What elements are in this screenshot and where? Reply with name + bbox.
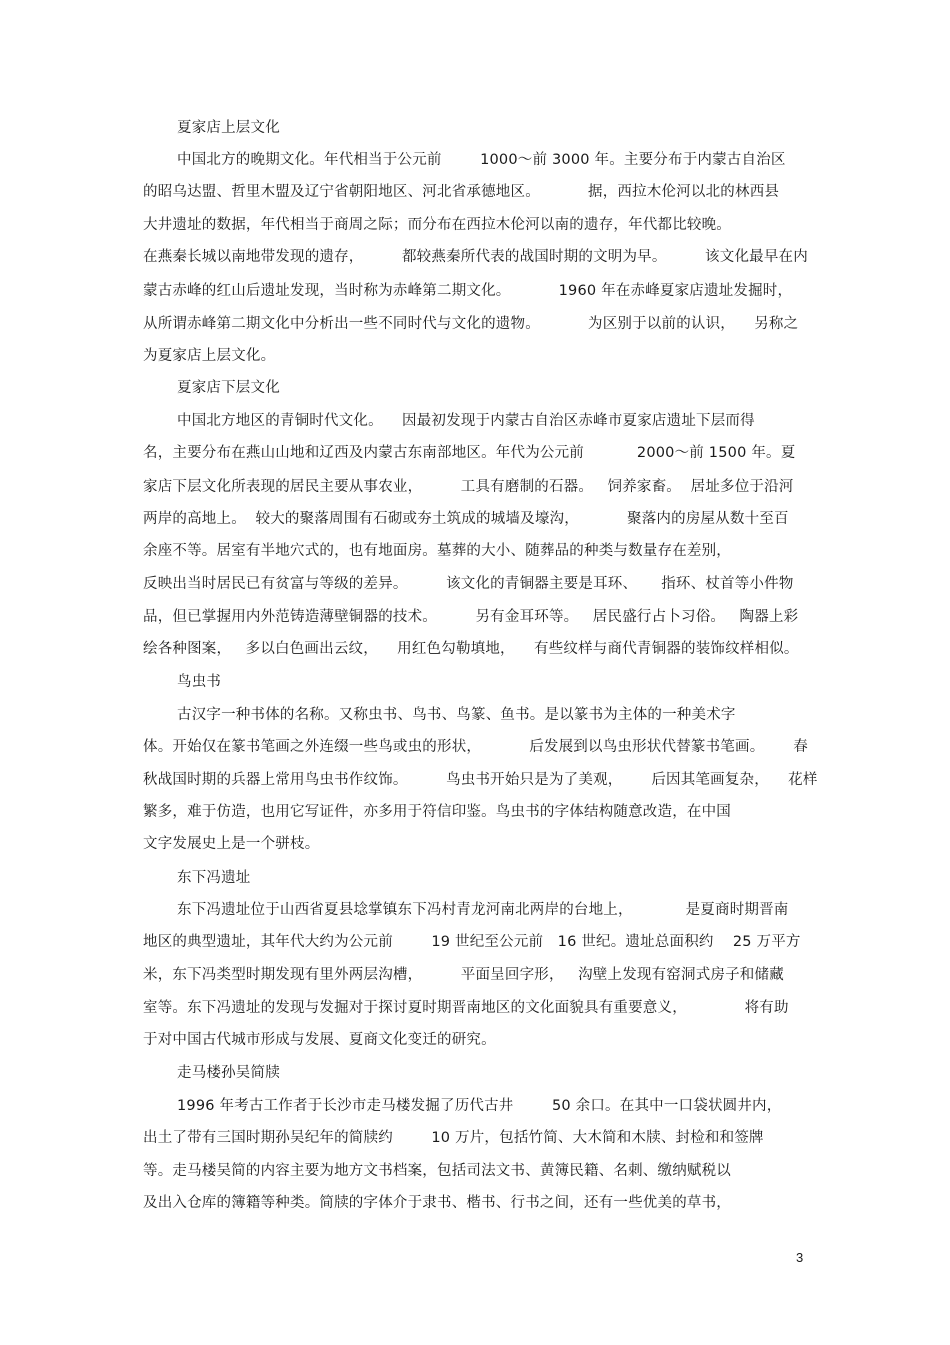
paragraph-line: 反映出当时居民已有贫富与等级的差异。 该文化的青铜器主要是耳环、 指环、杖首等小件物 xyxy=(143,576,794,592)
paragraph-line: 繁多，难于仿造，也用它写证件，亦多用于符信印鉴。鸟虫书的字体结构随意改造，在中国 xyxy=(143,804,731,820)
paragraph-line: 等。走马楼吴简的内容主要为地方文书档案，包括司法文书、黄簿民籍、名刺、缴纳赋税以 xyxy=(143,1163,731,1179)
section-heading: 东下冯遗址 xyxy=(177,870,251,886)
page-number: 3 xyxy=(796,1250,804,1265)
paragraph-line: 为夏家店上层文化。 xyxy=(143,348,276,364)
paragraph-line: 的昭乌达盟、哲里木盟及辽宁省朝阳地区、河北省承德地区。 据，西拉木伦河以北的林西县 xyxy=(143,184,780,200)
paragraph-line: 余座不等。居室有半地穴式的，也有地面房。墓葬的大小、随葬品的种类与数量存在差别， xyxy=(143,543,731,559)
paragraph-line: 中国北方的晚期文化。年代相当于公元前 1000～前 3000 年。主要分布于内蒙古自治区 xyxy=(177,152,786,168)
paragraph-line: 品，但已掌握用内外范铸造薄壁铜器的技术。 另有金耳环等。 居民盛行占卜习俗。 陶器上彩 xyxy=(143,609,799,625)
paragraph-line: 秋战国时期的兵器上常用鸟虫书作纹饰。 鸟虫书开始只是为了美观， 后因其笔画复杂， 花样 xyxy=(143,772,818,788)
paragraph-line: 名，主要分布在燕山山地和辽西及内蒙古东南部地区。年代为公元前 2000～前 1500 年。夏 xyxy=(143,445,796,461)
section-heading: 夏家店下层文化 xyxy=(177,380,280,396)
paragraph-line: 出土了带有三国时期孙吴纪年的简牍约 10 万片，包括竹简、大木简和木牍、封检和和签牌 xyxy=(143,1130,764,1146)
section-heading: 夏家店上层文化 xyxy=(177,120,280,136)
paragraph-line: 蒙古赤峰的红山后遗址发现，当时称为赤峰第二期文化。 1960 年在赤峰夏家店遗址发掘时， xyxy=(143,283,793,299)
paragraph-line: 两岸的高地上。 较大的聚落周围有石砌或夯土筑成的城墙及壕沟， 聚落内的房屋从数十至百 xyxy=(143,511,789,527)
paragraph-line: 地区的典型遗址，其年代大约为公元前 19 世纪至公元前 16 世纪。遗址总面积约 25 万平方 xyxy=(143,934,801,950)
paragraph-line: 于对中国古代城市形成与发展、夏商文化变迁的研究。 xyxy=(143,1032,496,1048)
paragraph-line: 东下冯遗址位于山西省夏县埝掌镇东下冯村青龙河南北两岸的台地上， 是夏商时期晋南 xyxy=(177,902,789,918)
paragraph-line: 在燕秦长城以南地带发现的遗存， 都较燕秦所代表的战国时期的文明为早。 该文化最早在内 xyxy=(143,249,808,265)
paragraph-line: 绘各种图案， 多以白色画出云纹， 用红色勾勒填地， 有些纹样与商代青铜器的装饰纹样相似。 xyxy=(143,641,799,657)
section-heading: 走马楼孙吴简牍 xyxy=(177,1065,280,1081)
paragraph-line: 体。开始仅在篆书笔画之外连缀一些鸟或虫的形状， 后发展到以鸟虫形状代替篆书笔画。 春 xyxy=(143,739,808,755)
paragraph-line: 中国北方地区的青铜时代文化。 因最初发现于内蒙古自治区赤峰市夏家店遗址下层而得 xyxy=(177,413,755,429)
paragraph-line: 大井遗址的数据，年代相当于商周之际；而分布在西拉木伦河以南的遗存，年代都比较晚。 xyxy=(143,217,731,233)
paragraph-line: 米，东下冯类型时期发现有里外两层沟槽， 平面呈回字形， 沟壁上发现有窑洞式房子和储藏 xyxy=(143,967,784,983)
paragraph-line: 及出入仓库的簿籍等种类。简牍的字体介于隶书、楷书、行书之间，还有一些优美的草书， xyxy=(143,1195,731,1211)
paragraph-line: 家店下层文化所表现的居民主要从事农业， 工具有磨制的石器。 饲养家畜。 居址多位于沿河 xyxy=(143,479,794,495)
paragraph-line: 从所谓赤峰第二期文化中分析出一些不同时代与文化的遗物。 为区别于以前的认识， 另称之 xyxy=(143,316,799,332)
paragraph-line: 1996 年考古工作者于长沙市走马楼发掘了历代古井 50 余口。在其中一口袋状圆井内， xyxy=(177,1098,782,1114)
section-heading: 鸟虫书 xyxy=(177,674,222,690)
paragraph-line: 文字发展史上是一个骈枝。 xyxy=(143,836,320,852)
paragraph-line: 室等。东下冯遗址的发现与发掘对于探讨夏时期晋南地区的文化面貌具有重要意义， 将有助 xyxy=(143,1000,789,1016)
paragraph-line: 古汉字一种书体的名称。又称虫书、鸟书、鸟篆、鱼书。是以篆书为主体的一种美术字 xyxy=(177,707,736,723)
